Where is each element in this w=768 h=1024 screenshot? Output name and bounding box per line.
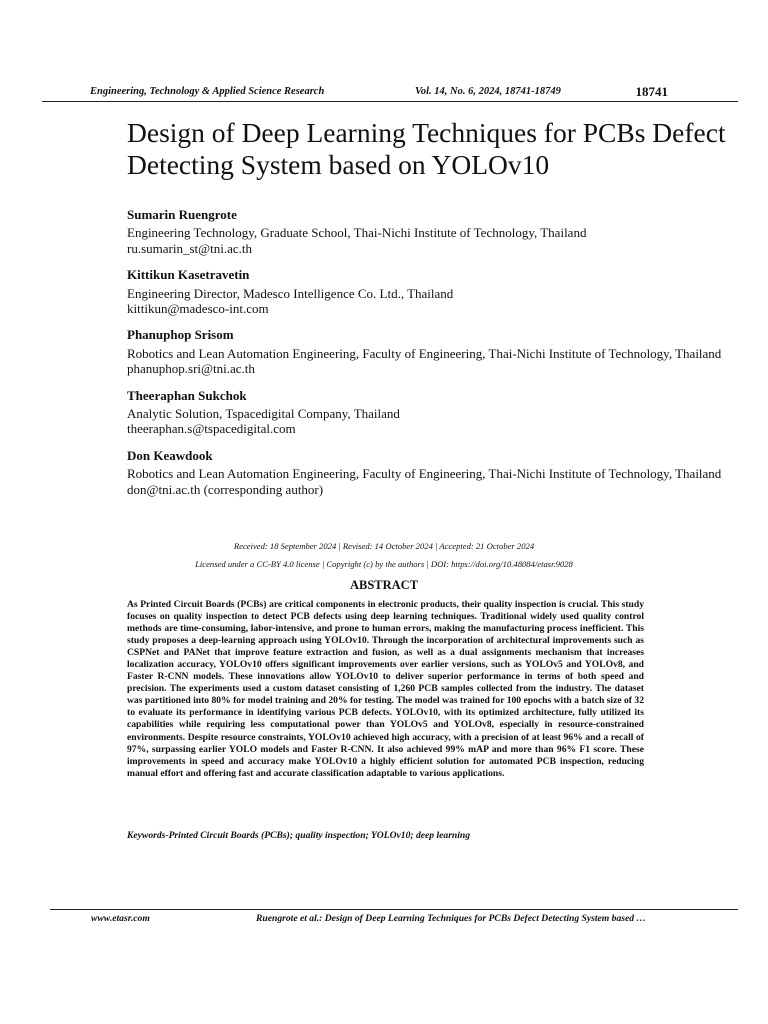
author-block <box>127 207 727 256</box>
author-email: theeraphan.s@tspacedigital.com <box>127 421 296 437</box>
author-name: Sumarin Ruengrote <box>127 207 237 222</box>
paper-title: Design of Deep Learning Techniques for PCBs Defect Detecting System based on YOLOv10 <box>127 117 726 180</box>
page-number: 18741 <box>635 84 668 99</box>
author-block <box>127 388 727 437</box>
author-name: Theeraphan Sukchok <box>127 387 247 403</box>
license-doi: Licensed under a CC-BY 4.0 license | Copyright (c) by the authors | DOI: https://doi.org/10.48084/etasr.9028 <box>195 559 573 569</box>
journal-name: Engineering, Technology & Applied Science Research <box>90 86 325 97</box>
author-affiliation: Robotics and Lean Automation Engineering, Faculty of Engineering, Thai-Nichi Institute of Technology, Thailand <box>127 345 722 361</box>
author-block <box>127 267 727 316</box>
author-list <box>127 207 727 508</box>
header-rule <box>42 101 738 102</box>
author-block <box>127 448 727 497</box>
journal-website: www.etasr.com <box>91 913 150 924</box>
author-email: phanuphop.sri@tni.ac.th <box>127 361 255 377</box>
author-affiliation: Analytic Solution, Tspacedigital Company, Thailand <box>127 406 400 422</box>
running-header <box>90 84 710 102</box>
keywords: Keywords-Printed Circuit Boards (PCBs); quality inspection; YOLOv10; deep learning <box>127 830 471 841</box>
author-affiliation: Engineering Director, Madesco Intelligence Co. Ltd., Thailand <box>127 285 454 301</box>
submission-dates: Received: 18 September 2024 | Revised: 14 October 2024 | Accepted: 21 October 2024 <box>233 541 535 551</box>
footer-citation: Ruengrote et al.: Design of Deep Learning Techniques for PCBs Defect Detecting System based … <box>256 913 647 924</box>
footer-rule <box>50 909 738 910</box>
author-affiliation: Robotics and Lean Automation Engineering, Faculty of Engineering, Thai-Nichi Institute of Technology, Thailand <box>127 466 722 482</box>
abstract-heading: ABSTRACT <box>349 578 419 592</box>
author-affiliation: Engineering Technology, Graduate School, Thai-Nichi Institute of Technology, Thailand <box>127 225 587 241</box>
author-email: kittikun@madesco-int.com <box>127 301 269 317</box>
author-name: Kittikun Kasetravetin <box>127 267 250 283</box>
author-block <box>127 327 727 376</box>
abstract-text: As Printed Circuit Boards (PCBs) are critical components in electronic products, their quality inspection is crucial. This study focuses on quality inspection to detect PCB defects using deep learning techniques. Traditional widely used quality control methods are time-consuming, labor-intensive, and prone to human errors, making the manufacturing process inefficient. This study proposes a deep-learning approach using YOLOv10. Through the incorporation of architectural improvements such as CSPNet and PANet that improve feature extraction and fusion, as well as a dual assignments mechanism that increases localization accuracy, YOLOv10 offers significant improvements over earlier versions, such as YOLOv5 and YOLOv8, and Faster R-CNN models. These innovations allow YOLOv10 to deliver superior performance in terms of both speed and precision. The experiments used a custom dataset consisting of 1,260 PCB samples collected from the industry. The dataset was partitioned into 80% for model training and 20% for testing. The model was trained for 100 epochs with a batch size of 32 to evaluate its performance in identifying various PCB defects. YOLOv10, with its optimized architecture, fully utilized its capabilities while requiring less computational power than YOLOv5 and YOLOv8, especially in resource-constrained environments. Despite resource constraints, YOLOv10 achieved high accuracy, with a precision of at least 96% and a recall of 97%, surpassing earlier YOLO models and Faster R-CNN. It also achieved 99% mAP and more than 96% F1 score. These improvements in speed and accuracy make YOLOv10 a highly efficient solution for automated PCB inspection, reducing manual effort and offering fast and accurate classification adaptable to various applications. <box>127 599 644 779</box>
volume-info: Vol. 14, No. 6, 2024, 18741-18749 <box>415 86 561 97</box>
author-name: Phanuphop Srisom <box>127 327 234 343</box>
author-email: don@tni.ac.th (corresponding author) <box>127 481 324 497</box>
author-email: ru.sumarin_st@tni.ac.th <box>127 240 252 256</box>
author-name: Don Keawdook <box>127 447 213 463</box>
